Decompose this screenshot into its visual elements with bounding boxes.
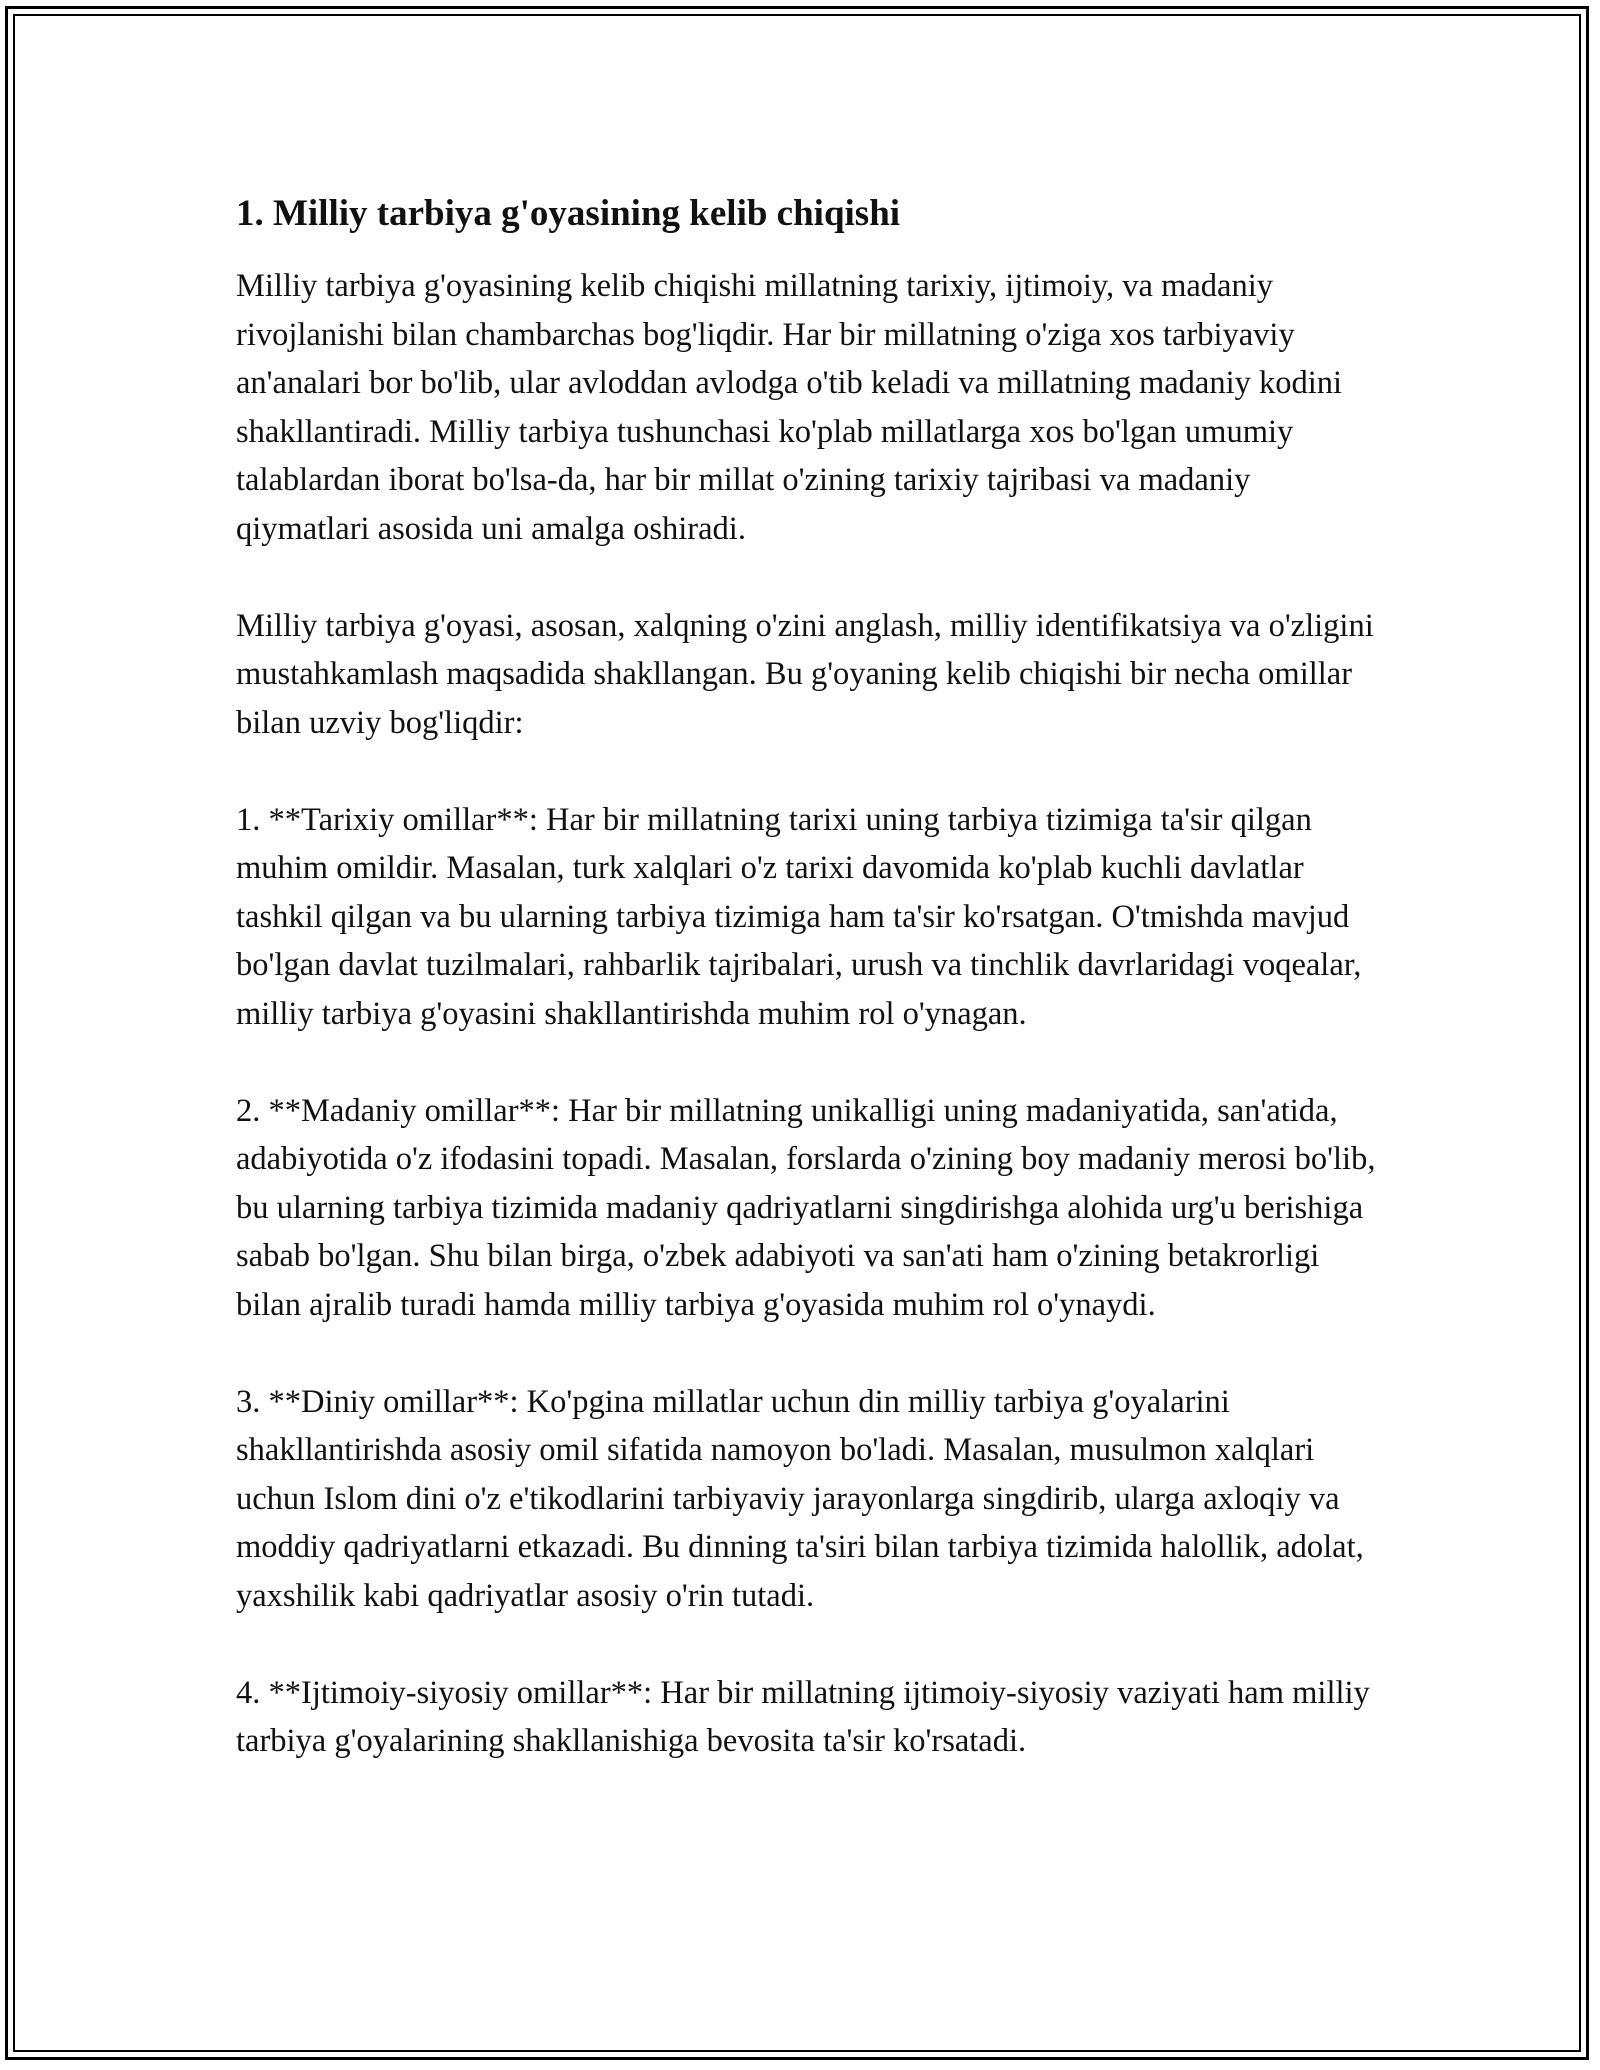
document-body <box>236 188 1386 1814</box>
paragraph-intro: Milliy tarbiya g'oyasining kelib chiqishi millatning tarixiy, ijtimoiy, va madaniy rivojlanishi bilan chambarchas bog'liqdir. Har bir millatning o'ziga xos tarbiyaviy an'analari bor bo'lib, ular avloddan avlodga o'tib keladi va millatning madaniy kodini shakllantiradi. Milliy tarbiya tushunchasi ko'plab millatlarga xos bo'lgan umumiy talablardan iborat bo'lsa-da, har bir millat o'zining tarixiy tajribasi va madaniy qiymatlari asosida uni amalga oshiradi. <box>236 268 1343 547</box>
paragraph-socio-political-factors: 4. **Ijtimoiy-siyosiy omillar**: Har bir millatning ijtimoiy-siyosiy vaziyati ham milliy tarbiya g'oyalarining shakllanishiga bevosita ta'sir ko'rsatadi. <box>236 1674 1370 1759</box>
paragraph-historical-factors: 1. **Tarixiy omillar**: Har bir millatning tarixi uning tarbiya tizimiga ta'sir qilgan muhim omildir. Masalan, turk xalqlari o'z tarixi davomida ko'plab kuchli davlatlar tashkil qilgan va bu ularning tarbiya tizimiga ham ta'sir ko'rsatgan. O'tmishda mavjud bo'lgan davlat tuzilmalari, rahbarlik tajribalari, urush va tinchlik davrlaridagi voqealar, milliy tarbiya g'oyasini shakllantirishda muhim rol o'ynagan. <box>236 801 1362 1032</box>
section-heading: 1. Milliy tarbiya g'oyasining kelib chiqishi <box>236 193 901 234</box>
paragraph-origin: Milliy tarbiya g'oyasi, asosan, xalqning o'zini anglash, milliy identifikatsiya va o'zligini mustahkamlash maqsadida shakllangan. Bu g'oyaning kelib chiqishi bir necha omillar bilan uzviy bog'liqdir: <box>236 607 1374 741</box>
paragraph-religious-factors: 3. **Diniy omillar**: Ko'pgina millatlar uchun din milliy tarbiya g'oyalarini shakllantirishda asosiy omil sifatida namoyon bo'ladi. Masalan, musulmon xalqlari uchun Islom dini o'z e'tikodlarini tarbiyaviy jarayonlarga singdirib, ularga axloqiy va moddiy qadriyatlarni etkazadi. Bu dinning ta'siri bilan tarbiya tizimida halollik, adolat, yaxshilik kabi qadriyatlar asosiy o'rin tutadi. <box>236 1383 1364 1614</box>
paragraph-cultural-factors: 2. **Madaniy omillar**: Har bir millatning unikalligi uning madaniyatida, san'atida, adabiyotida o'z ifodasini topadi. Masalan, forslarda o'zining boy madaniy merosi bo'lib, bu ularning tarbiya tizimida madaniy qadriyatlarni singdirishga alohida urg'u berishiga sabab bo'lgan. Shu bilan birga, o'zbek adabiyoti va san'ati ham o'zining betakrorligi bilan ajralib turadi hamda milliy tarbiya g'oyasida muhim rol o'ynaydi. <box>236 1092 1376 1323</box>
